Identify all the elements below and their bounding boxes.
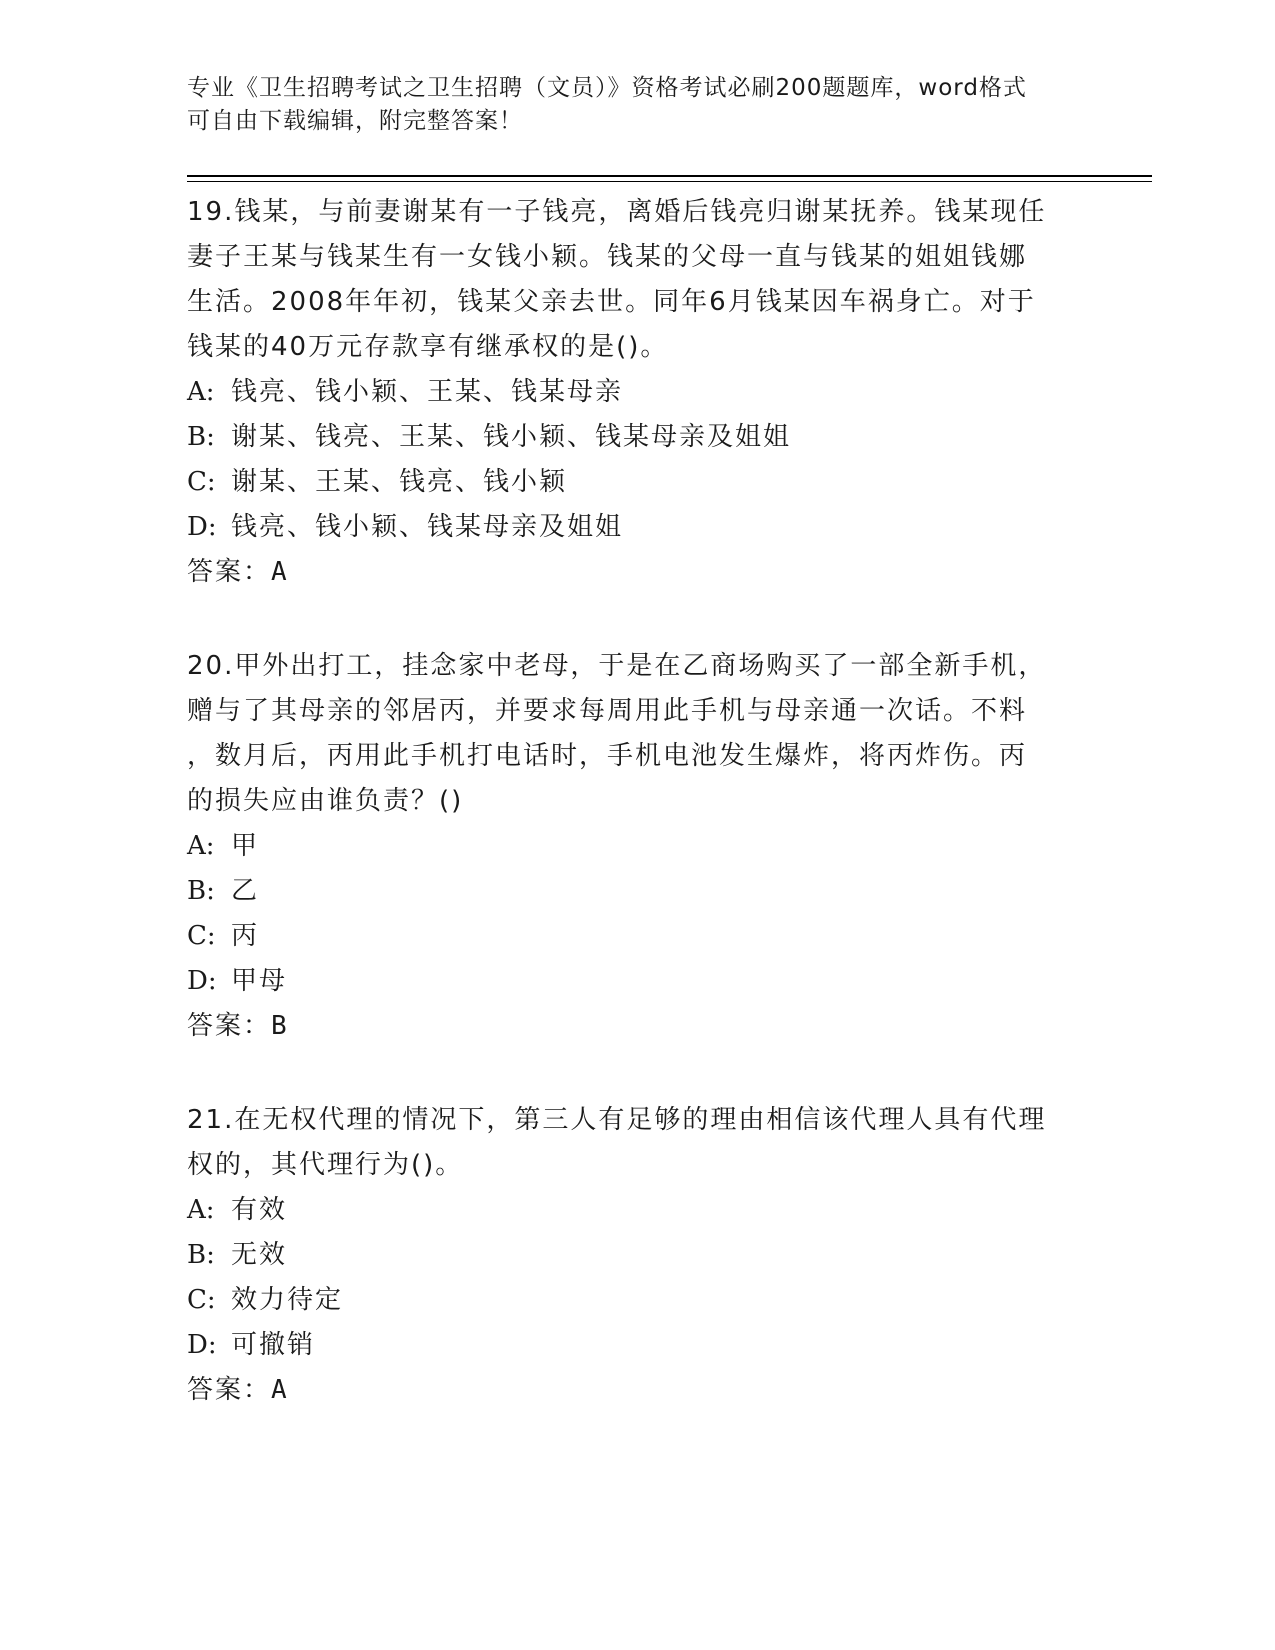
question-text-line: 妻子王某与钱某生有一女钱小颖。钱某的父母一直与钱某的姐姐钱娜 <box>187 242 1028 272</box>
answer-line <box>187 1368 1087 1413</box>
option-text: 效力待定 <box>231 1285 344 1315</box>
answer-label: 答案： <box>187 557 272 587</box>
question-text-line: ，数月后，丙用此手机打电话时，手机电池发生爆炸，将丙炸伤。丙 <box>187 741 1028 771</box>
question-20 <box>187 644 1087 1049</box>
header-rule-thin <box>187 181 1152 182</box>
question-text-line: 20.甲外出打工，挂念家中老母，于是在乙商场购买了一部全新手机， <box>187 651 1047 681</box>
option-text: 甲母 <box>231 966 288 996</box>
option-d <box>187 505 1087 550</box>
option-text: 无效 <box>231 1240 288 1270</box>
option-key: D: <box>187 966 217 996</box>
answer-value: A <box>271 1375 289 1405</box>
option-c <box>187 914 1087 959</box>
question-text-line: 权的，其代理行为()。 <box>187 1150 464 1180</box>
option-key: B: <box>187 422 215 452</box>
option-text: 钱亮、钱小颖、钱某母亲及姐姐 <box>231 512 624 542</box>
option-c <box>187 1278 1087 1323</box>
answer-label: 答案： <box>187 1375 272 1405</box>
question-text-line: 的损失应由谁负责？() <box>187 786 464 816</box>
option-text: 有效 <box>231 1195 288 1225</box>
header-line-2: 可自由下载编辑，附完整答案！ <box>187 108 523 134</box>
option-key: C: <box>187 921 216 951</box>
question-text-line: 赠与了其母亲的邻居丙，并要求每周用此手机与母亲通一次话。不料 <box>187 696 1028 726</box>
option-text: 甲 <box>231 831 260 861</box>
answer-line <box>187 550 1087 595</box>
option-key: D: <box>187 512 217 542</box>
answer-label: 答案： <box>187 1011 272 1041</box>
document-header <box>187 72 1087 138</box>
answer-line <box>187 1004 1087 1049</box>
option-c <box>187 460 1087 505</box>
option-d <box>187 959 1087 1004</box>
option-text: 谢某、王某、钱亮、钱小颖 <box>231 467 568 497</box>
question-text-line: 19.钱某，与前妻谢某有一子钱亮，离婚后钱亮归谢某抚养。钱某现任 <box>187 197 1047 227</box>
option-text: 谢某、钱亮、王某、钱小颖、钱某母亲及姐姐 <box>231 422 792 452</box>
option-key: D: <box>187 1330 217 1360</box>
question-text-line: 生活。2008年年初，钱某父亲去世。同年6月钱某因车祸身亡。对于 <box>187 287 1036 317</box>
option-b <box>187 415 1087 460</box>
option-key: B: <box>187 1240 215 1270</box>
answer-value: A <box>271 557 289 587</box>
option-b <box>187 869 1087 914</box>
option-key: C: <box>187 467 216 497</box>
header-rule-thick <box>187 175 1152 177</box>
option-text: 可撤销 <box>231 1330 316 1360</box>
option-text: 钱亮、钱小颖、王某、钱某母亲 <box>231 377 624 407</box>
question-21 <box>187 1098 1087 1413</box>
option-a <box>187 824 1087 869</box>
answer-value: B <box>271 1011 289 1041</box>
header-line-1: 专业《卫生招聘考试之卫生招聘（文员）》资格考试必刷200题题库，word格式 <box>187 75 1027 101</box>
option-text: 丙 <box>231 921 260 951</box>
option-key: A: <box>187 831 215 861</box>
option-a <box>187 370 1087 415</box>
option-key: A: <box>187 1195 215 1225</box>
option-text: 乙 <box>231 876 260 906</box>
option-key: B: <box>187 876 215 906</box>
option-a <box>187 1188 1087 1233</box>
option-d <box>187 1323 1087 1368</box>
question-19 <box>187 190 1087 595</box>
question-text-line: 21.在无权代理的情况下，第三人有足够的理由相信该代理人具有代理 <box>187 1105 1047 1135</box>
option-key: A: <box>187 377 215 407</box>
option-key: C: <box>187 1285 216 1315</box>
question-text-line: 钱某的40万元存款享有继承权的是()。 <box>187 332 669 362</box>
option-b <box>187 1233 1087 1278</box>
